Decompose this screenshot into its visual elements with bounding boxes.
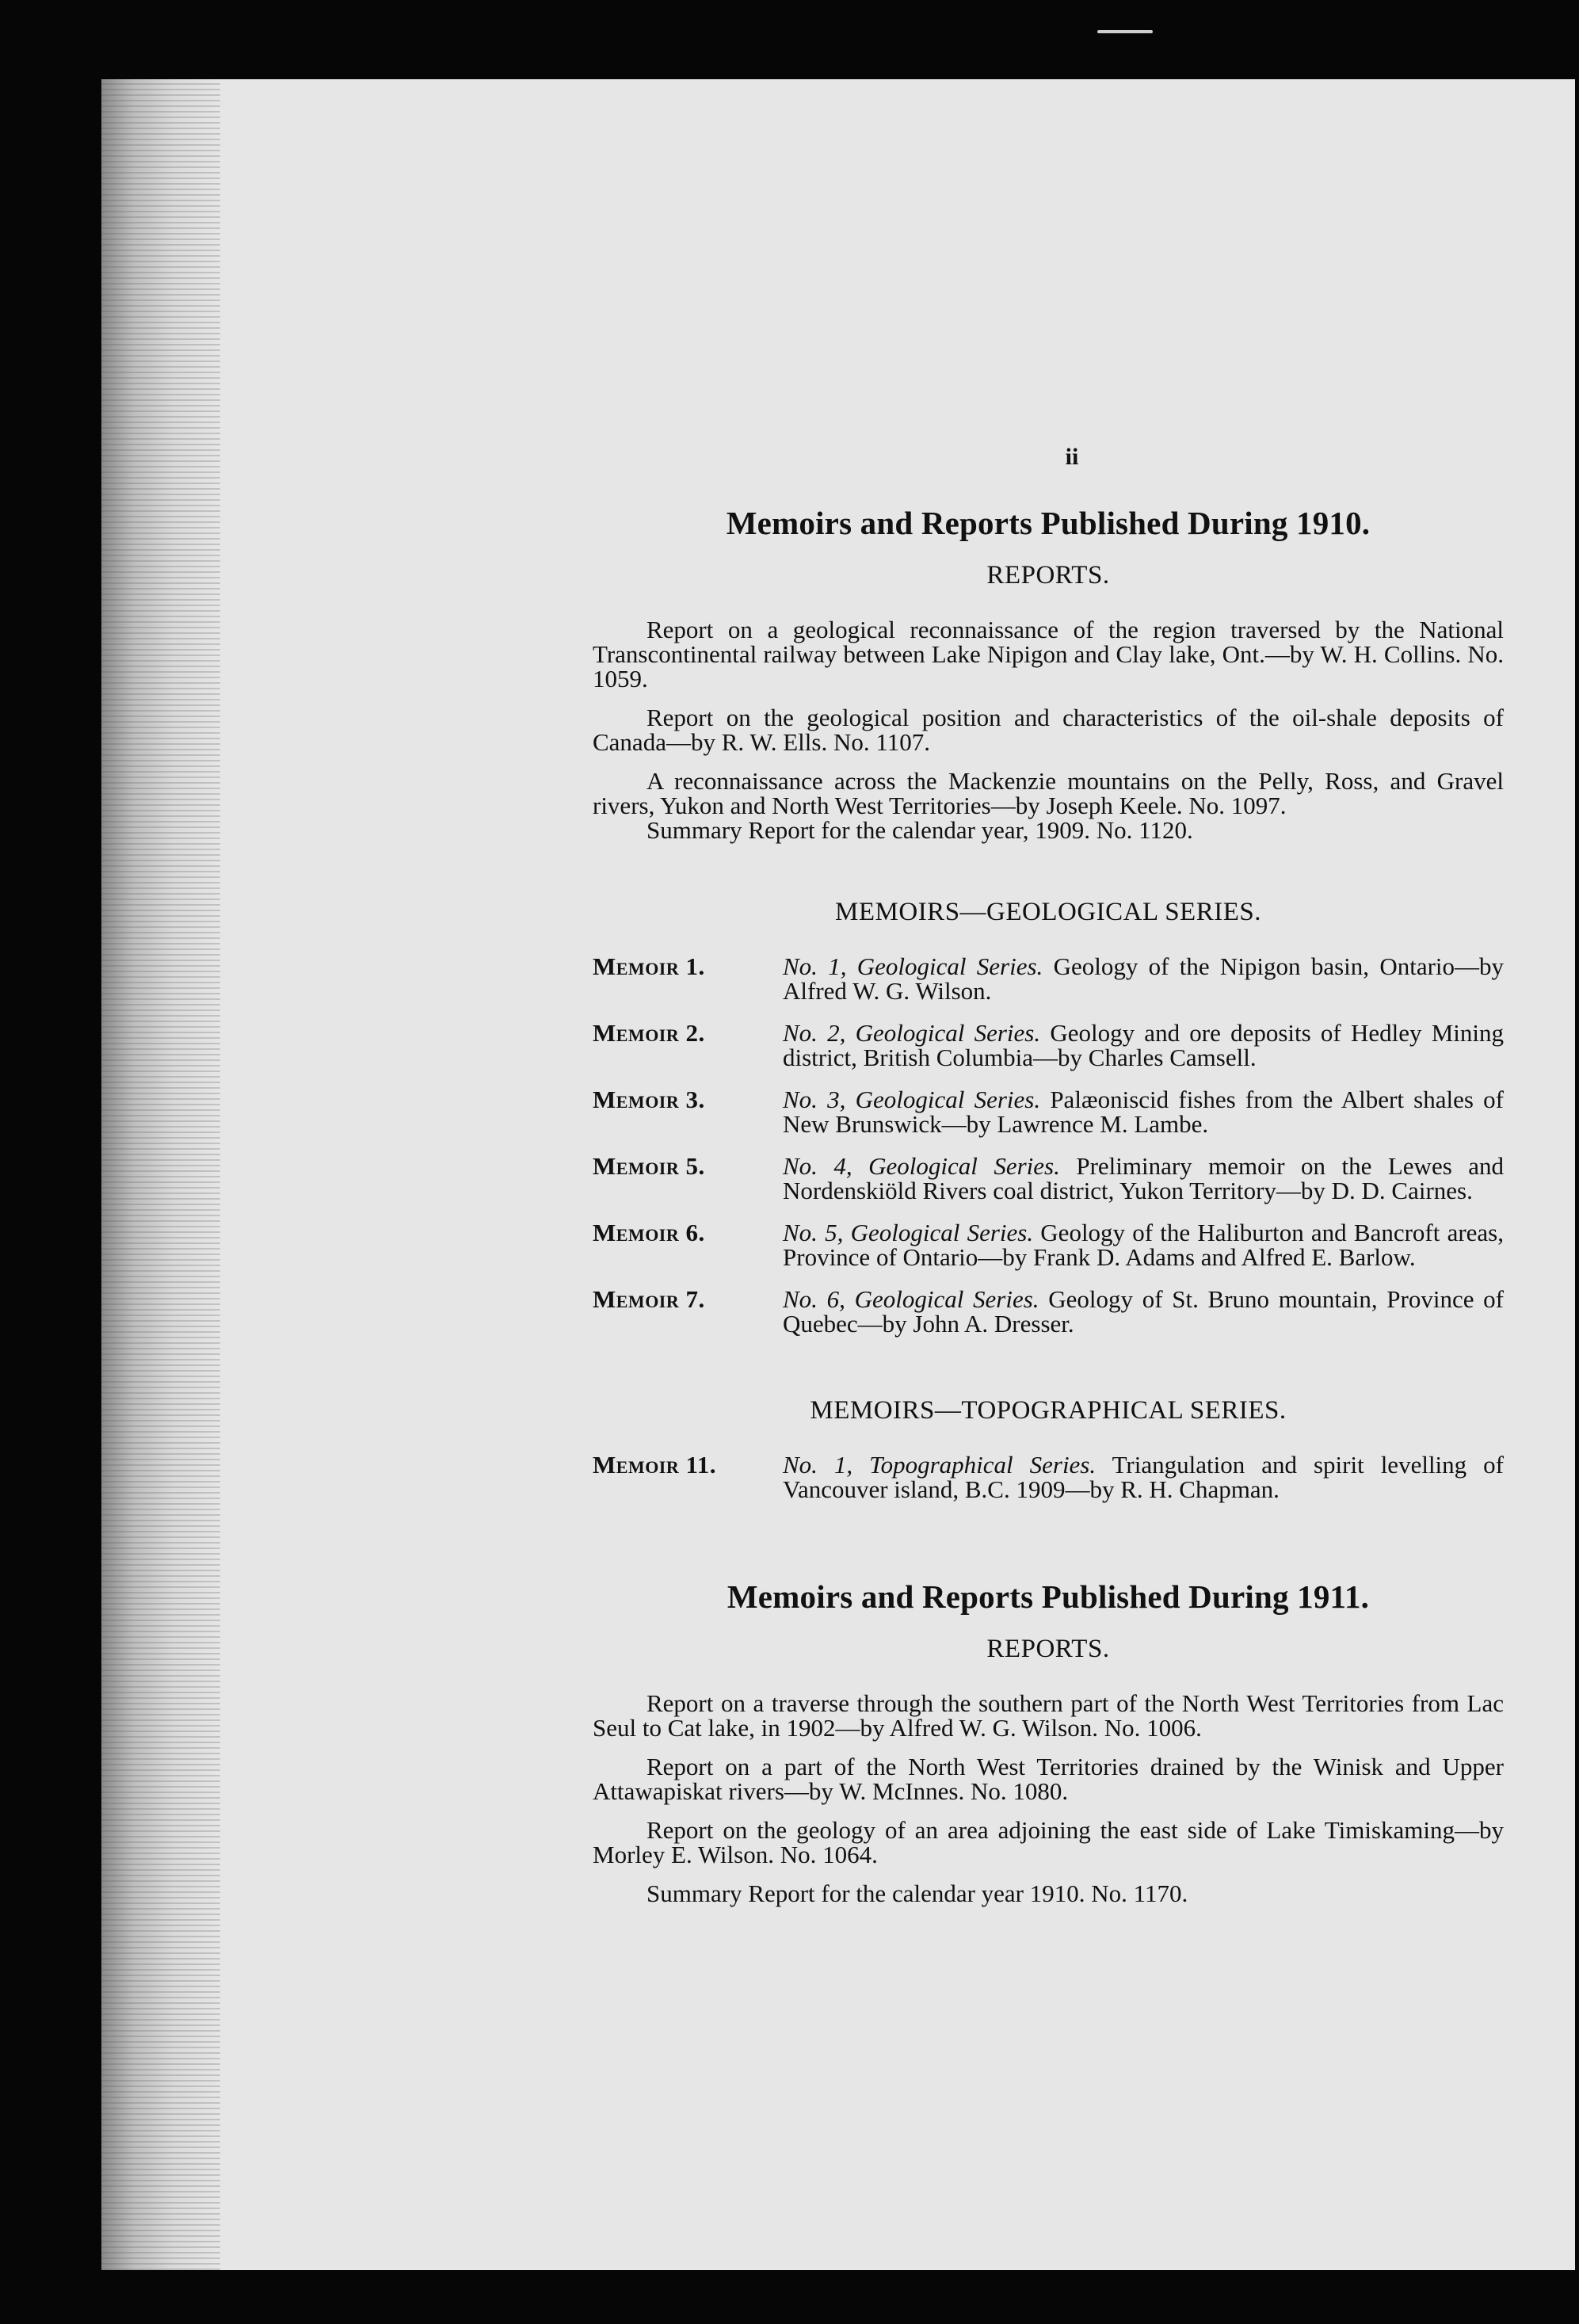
section-1911-heading: Memoirs and Reports Published During 1911. [727,1578,1370,1615]
report-1911-item: Report on the geology of an area adjoining the east side of Lake Timiskaming—by Morley E. Wilson. No. 1064. [593,1816,1504,1868]
section-1910-heading: Memoirs and Reports Published During 1910. [726,505,1371,541]
reports-1911-heading: REPORTS. [986,1635,1110,1663]
page-binding-shadow [101,79,220,2270]
memoir-series: No. 1, Topographical Series. [783,1451,1097,1479]
spacer [593,1353,1504,1396]
memoir-series: No. 6, Geological Series. [783,1285,1039,1313]
geological-series-heading: MEMOIRS—GEOLOGICAL SERIES. [835,898,1261,926]
memoir-entry [593,1154,1504,1203]
memoir-series: No. 4, Geological Series. [783,1152,1060,1180]
topographical-series-heading: MEMOIRS—TOPOGRAPHICAL SERIES. [810,1396,1287,1425]
memoir-series: No. 3, Geological Series. [783,1086,1041,1113]
reports-1910-heading: REPORTS. [986,561,1110,590]
scanned-page [101,79,1575,2270]
memoir-title: Geology of the Nipigon basin, Ontario—by Alfred W. G. Wilson. [783,952,1505,1005]
memoir-description [783,954,1504,1003]
memoir-title: Preliminary memoir on the Lewes and Nordenskiöld Rivers coal district, Yukon Territory—by D. D. Cairnes. [783,1152,1504,1204]
scan-edge-mark [1097,30,1153,33]
memoir-label: Memoir 11. [593,1451,717,1479]
report-1910-item: Report on the geological position and characteristics of the oil-shale deposits of Canada—by R. W. Ells. No. 1107. [593,704,1504,756]
report-1910-item: Report on a geological reconnaissance of the region traversed by the National Transcontinental railway between Lake Nipigon and Clay lake, Ont.—by W. H. Collins. No. 1059. [593,616,1504,693]
memoir-entry [593,1452,1504,1502]
memoir-label: Memoir 6. [593,1219,705,1246]
memoir-description [783,1021,1504,1070]
memoir-title: Geology of the Haliburton and Bancroft areas, Province of Ontario—by Frank D. Adams and Alfred E. Barlow. [783,1219,1504,1271]
memoir-label: Memoir 1. [593,952,705,980]
memoir-entry [593,1021,1504,1070]
memoir-description [783,1452,1504,1502]
memoir-title: Triangulation and spirit levelling of Vancouver island, B.C. 1909—by R. H. Chapman. [783,1451,1504,1503]
memoir-description [783,1087,1504,1136]
memoir-label: Memoir 5. [593,1152,705,1180]
report-1910-item: A reconnaissance across the Mackenzie mountains on the Pelly, Ross, and Gravel rivers, Yukon and North West Territories—by Joseph Keele. No. 1097. [593,767,1504,819]
memoir-series: No. 5, Geological Series. [783,1219,1034,1246]
memoir-series: No. 2, Geological Series. [783,1019,1041,1047]
spacer [593,1519,1504,1578]
memoir-label: Memoir 2. [593,1019,705,1047]
memoir-entry [593,954,1504,1003]
memoir-label: Memoir 3. [593,1086,705,1113]
report-1910-item: Summary Report for the calendar year, 1909. No. 1120. [646,816,1193,844]
report-1911-item: Report on a part of the North West Territories drained by the Winisk and Upper Attawapiskat rivers—by W. McInnes. No. 1080. [593,1753,1504,1805]
report-1911-item: Report on a traverse through the southern part of the North West Territories from Lac Seul to Cat lake, in 1902—by Alfred W. G. Wilson. No. 1006. [593,1689,1504,1742]
memoir-description [783,1287,1504,1336]
report-1911-item: Summary Report for the calendar year 1910. No. 1170. [646,1879,1188,1907]
memoir-description [783,1220,1504,1269]
page-content [593,444,1504,1920]
memoir-description [783,1154,1504,1203]
memoir-title: Geology of St. Bruno mountain, Province of Quebec—by John A. Dresser. [783,1285,1504,1338]
memoir-label: Memoir 7. [593,1285,705,1313]
memoir-title: Geology and ore deposits of Hedley Mining district, British Columbia—by Charles Camsell. [783,1019,1504,1071]
memoir-title: Palæoniscid fishes from the Albert shales of New Brunswick—by Lawrence M. Lambe. [783,1086,1504,1138]
memoir-entry [593,1220,1504,1269]
memoir-entry [593,1087,1504,1136]
page-number: ii [1065,444,1079,470]
memoir-series: No. 1, Geological Series. [783,952,1043,980]
memoir-entry [593,1287,1504,1336]
